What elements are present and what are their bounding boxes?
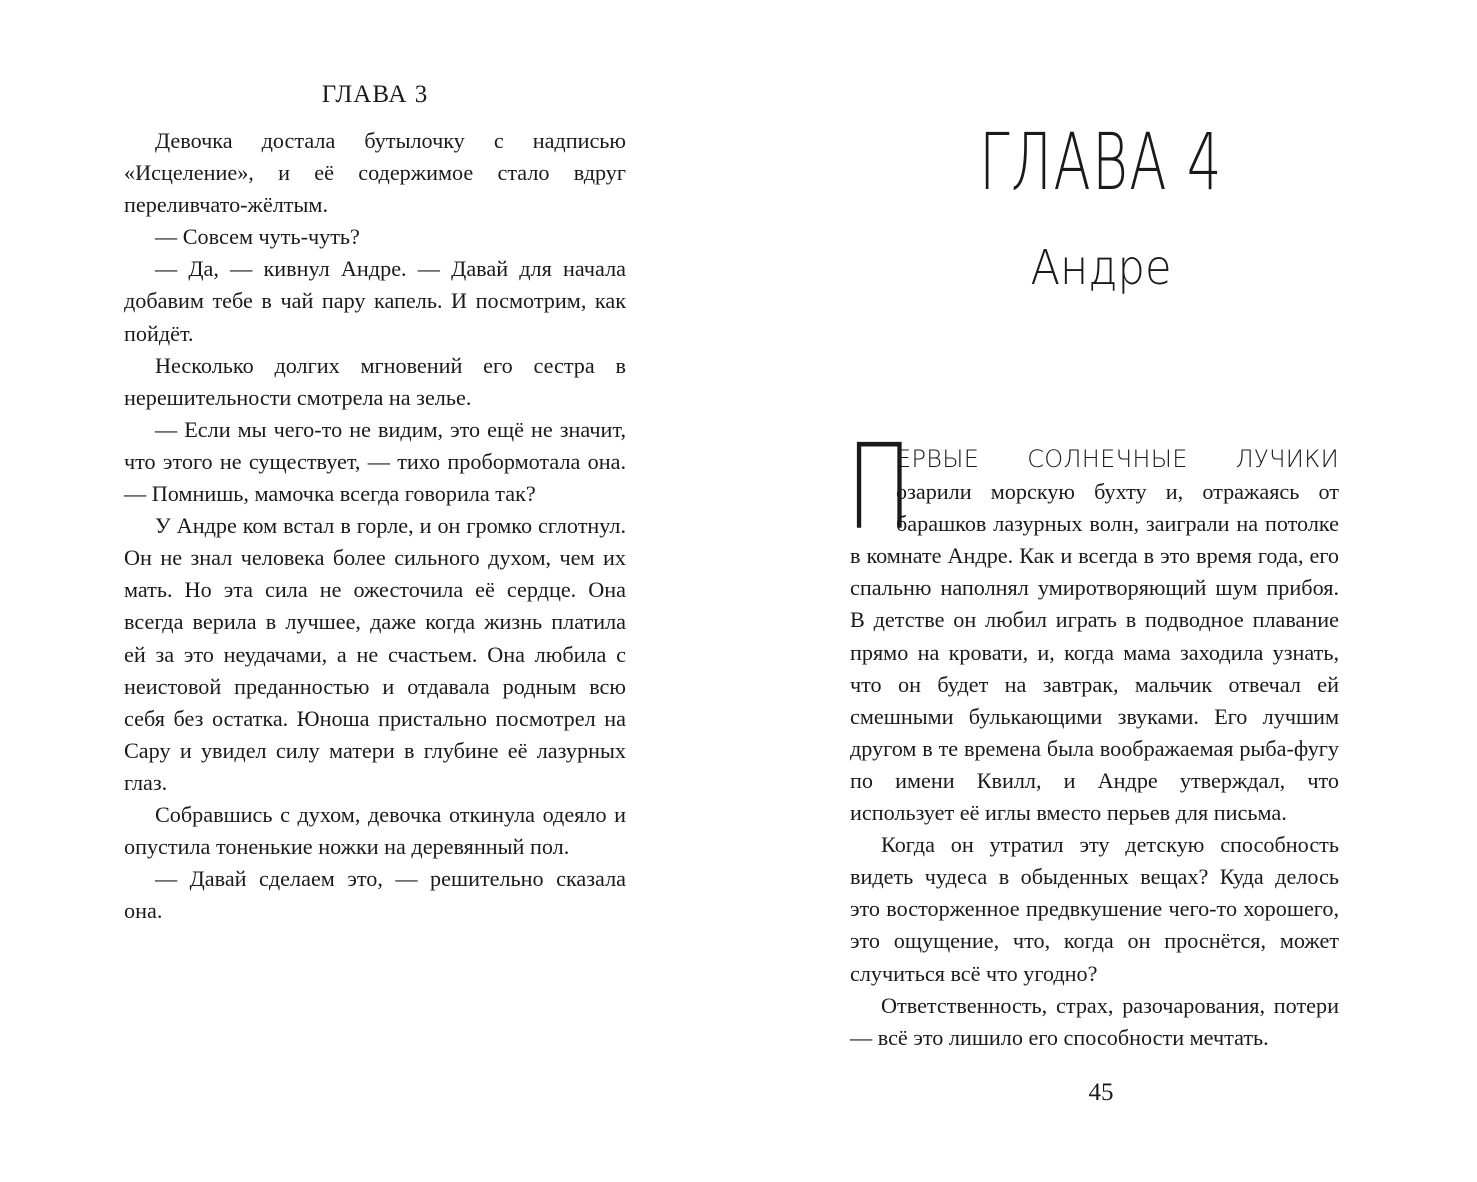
page-number: 45 — [1088, 1079, 1114, 1106]
right-page-body — [846, 418, 1339, 1054]
paragraph: — Если мы чего-то не видим, это ещё не значит, что этого не существует, — тихо пробормотала она. — Помнишь, мамочка всегда говорила так? — [124, 416, 626, 507]
opening-paragraph-text: озарили морскую бухту и, отражаясь от барашков лазурных волн, заиграли на потолке в комнате Андре. Как и всегда в это время года, его спальню наполнял умиротворяющий шум прибоя. В детстве он любил играть в подводное плавание прямо на кровати, и, когда мама заходила узнать, что он будет на завтрак, мальчик отвечал ей смешными булькающими звуками. Его лучшим другом в те времена была воображаемая рыба-фугу по имени Квилл, и Андре утверждал, что использует её иглы вместо перьев для письма. — [850, 479, 1339, 826]
lead-in: ЕРВЫЕ СОЛНЕЧНЫЕ ЛУЧИКИ — [896, 445, 1339, 473]
right-page — [738, 0, 1477, 1182]
paragraph: — Давай сделаем это, — решительно сказала она. — [124, 866, 626, 924]
left-page — [0, 0, 738, 1182]
drop-cap: П — [846, 418, 913, 556]
left-page-body — [124, 125, 626, 927]
paragraph: Несколько долгих мгновений его сестра в нерешительности смотрела на зелье. — [124, 352, 626, 410]
paragraph: — Да, — кивнул Андре. — Давай для начала добавим тебе в чай пару капель. И посмотрим, как пойдёт. — [124, 256, 626, 346]
chapter-number: ГЛАВА 4 — [979, 118, 1223, 208]
paragraph: У Андре ком встал в горле, и он громко сглотнул. Он не знал человека более сильного духом, чем их мать. Но эта сила не ожесточила её сердце. Она всегда верила в лучшее, даже когда жизнь платила ей за это неудачами, а не счастьем. Она любила с неистовой преданностью и отдавала родным всю себя без остатка. Юноша пристально посмотрел на Сару и увидел силу матери в глубине её лазурных глаз. — [124, 513, 626, 795]
running-head: ГЛАВА 3 — [321, 81, 429, 108]
opening-paragraph — [846, 418, 1339, 829]
paragraph: Когда он утратил эту детскую способность видеть чудеса в обыденных вещах? Куда делось это восторженное предвкушение чего-то хорошего, это ощущение, что, когда он проснётся, может случиться всё что угодно? — [850, 832, 1339, 986]
paragraph: Ответственность, страх, разочарования, потери — всё это лишило его способности мечтать. — [850, 992, 1339, 1050]
chapter-title: Андре — [1030, 240, 1172, 296]
paragraph: — Совсем чуть-чуть? — [155, 224, 360, 250]
paragraph: Собравшись с духом, девочка откинула одеяло и опустила тоненькие ножки на деревянный пол. — [124, 801, 626, 860]
paragraph: Девочка достала бутылочку с надписью «Исцеление», и её содержимое стало вдруг переливчато-жёлтым. — [124, 128, 626, 218]
